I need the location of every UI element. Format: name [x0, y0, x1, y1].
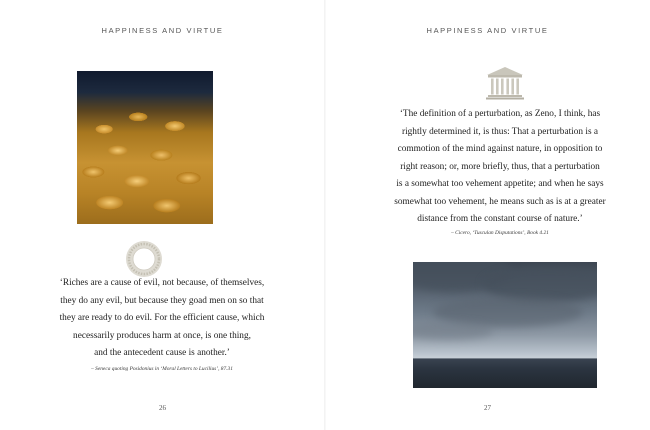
running-head-left: HAPPINESS AND VIRTUE	[101, 26, 224, 35]
stormy-sea-photo	[413, 262, 597, 388]
quote-line: ‘The definition of a perturbation, as Zeno, I think, has	[399, 109, 601, 119]
seneca-attribution: – Seneca quoting Posidonius in ‘Moral Letters to Lucilius’, 87.31	[91, 366, 233, 372]
cicero-attribution: – Cicero, ‘Tusculan Disputations’, Book 4.21	[451, 230, 549, 236]
running-head-right: HAPPINESS AND VIRTUE	[426, 26, 549, 35]
quote-line: they are ready to do evil. For the efficient cause, which	[59, 313, 265, 323]
gold-coins-photo	[77, 71, 213, 224]
cicero-quote	[365, 106, 635, 229]
greek-temple-icon	[485, 66, 525, 100]
quote-line: ‘Riches are a cause of evil, not because, of themselves,	[59, 278, 265, 288]
quote-line: right reason; or, more briefly, thus, that a perturbation	[400, 161, 600, 172]
quote-line: and the antecedent cause is another.’	[94, 348, 230, 358]
laurel-wreath-medallion-icon	[125, 240, 163, 278]
quote-line: is a somewhat too vehement appetite; and when he says	[396, 179, 604, 189]
page-number-left: 26	[159, 404, 166, 412]
quote-line: they do any evil, but because they goad men on so that	[60, 295, 264, 306]
quote-line: somewhat too vehement, he means such as is at a greater	[394, 196, 606, 207]
page-number-right: 27	[484, 404, 491, 412]
quote-line: distance from the constant course of nature.’	[417, 214, 583, 224]
quote-line: rightly determined it, is thus: That a perturbation is a	[401, 126, 599, 137]
seneca-quote	[36, 275, 288, 363]
quote-line: commotion of the mind against nature, in opposition to	[397, 144, 603, 154]
quote-line: necessarily produces harm at once, is one thing,	[73, 330, 251, 341]
